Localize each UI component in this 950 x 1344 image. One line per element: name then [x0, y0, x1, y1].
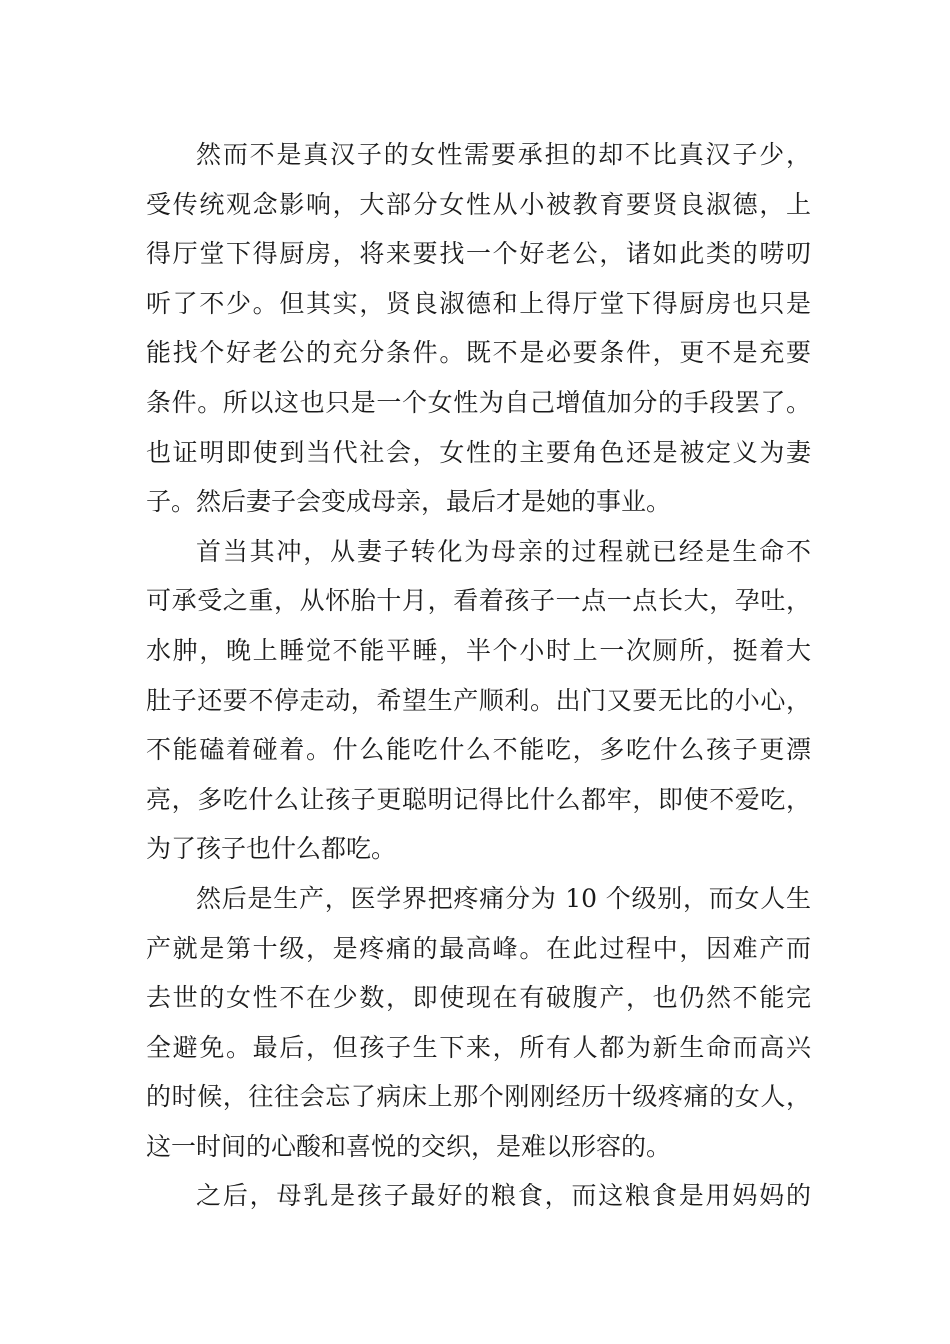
- paragraph-3-line-5: 的时候，往往会忘了病床上那个刚刚经历十级疼痛的女人，: [146, 1082, 811, 1112]
- paragraph-1-line-5: 能找个好老公的充分条件。既不是必要条件，更不是充要: [146, 338, 811, 368]
- paragraph-3-line-4: 全避免。最后，但孩子生下来，所有人都为新生命而高兴: [146, 1032, 811, 1062]
- paragraph-1-line-8: 子。然后妻子会变成母亲，最后才是她的事业。: [146, 487, 672, 517]
- body-text: [146, 130, 811, 1221]
- paragraph-1-line-6: 条件。所以这也只是一个女性为自己增值加分的手段罢了。: [146, 387, 811, 417]
- paragraph-2-line-1: 首当其冲，从妻子转化为母亲的过程就已经是生命不: [196, 536, 811, 566]
- paragraph-1-line-1: 然而不是真汉子的女性需要承担的却不比真汉子少，: [196, 140, 811, 169]
- paragraph-1-line-7: 也证明即使到当代社会，女性的主要角色还是被定义为妻: [146, 437, 811, 467]
- paragraph-1-line-4: 听了不少。但其实，贤良淑德和上得厅堂下得厨房也只是: [146, 288, 811, 318]
- paragraph-3-line-6: 这一时间的心酸和喜悦的交织，是难以形容的。: [146, 1131, 672, 1161]
- paragraph-2-line-4: 肚子还要不停走动，希望生产顺利。出门又要无比的小心，: [146, 685, 811, 715]
- paragraph-1-line-2: 受传统观念影响，大部分女性从小被教育要贤良淑德，上: [146, 189, 811, 219]
- paragraph-3-line-1: 然后是生产，医学界把疼痛分为 10 个级别，而女人生: [196, 883, 811, 913]
- paragraph-2-line-2: 可承受之重，从怀胎十月，看着孩子一点一点长大，孕吐，: [146, 586, 811, 616]
- paragraph-3-line-2: 产就是第十级，是疼痛的最高峰。在此过程中，因难产而: [146, 933, 811, 963]
- paragraph-2-line-3: 水肿，晚上睡觉不能平睡，半个小时上一次厕所，挺着大: [146, 635, 811, 665]
- paragraph-1-line-3: 得厅堂下得厨房，将来要找一个好老公，诸如此类的唠叨: [146, 239, 811, 269]
- paragraph-4-line-1: 之后，母乳是孩子最好的粮食，而这粮食是用妈妈的: [196, 1181, 811, 1211]
- paragraph-3-line-3: 去世的女性不在少数，即使现在有破腹产，也仍然不能完: [146, 983, 811, 1013]
- paragraph-2-line-6: 亮，多吃什么让孩子更聪明记得比什么都牢，即使不爱吃，: [146, 784, 811, 814]
- paragraph-2-line-7: 为了孩子也什么都吃。: [146, 834, 397, 864]
- paragraph-2-line-5: 不能磕着碰着。什么能吃什么不能吃，多吃什么孩子更漂: [146, 735, 811, 765]
